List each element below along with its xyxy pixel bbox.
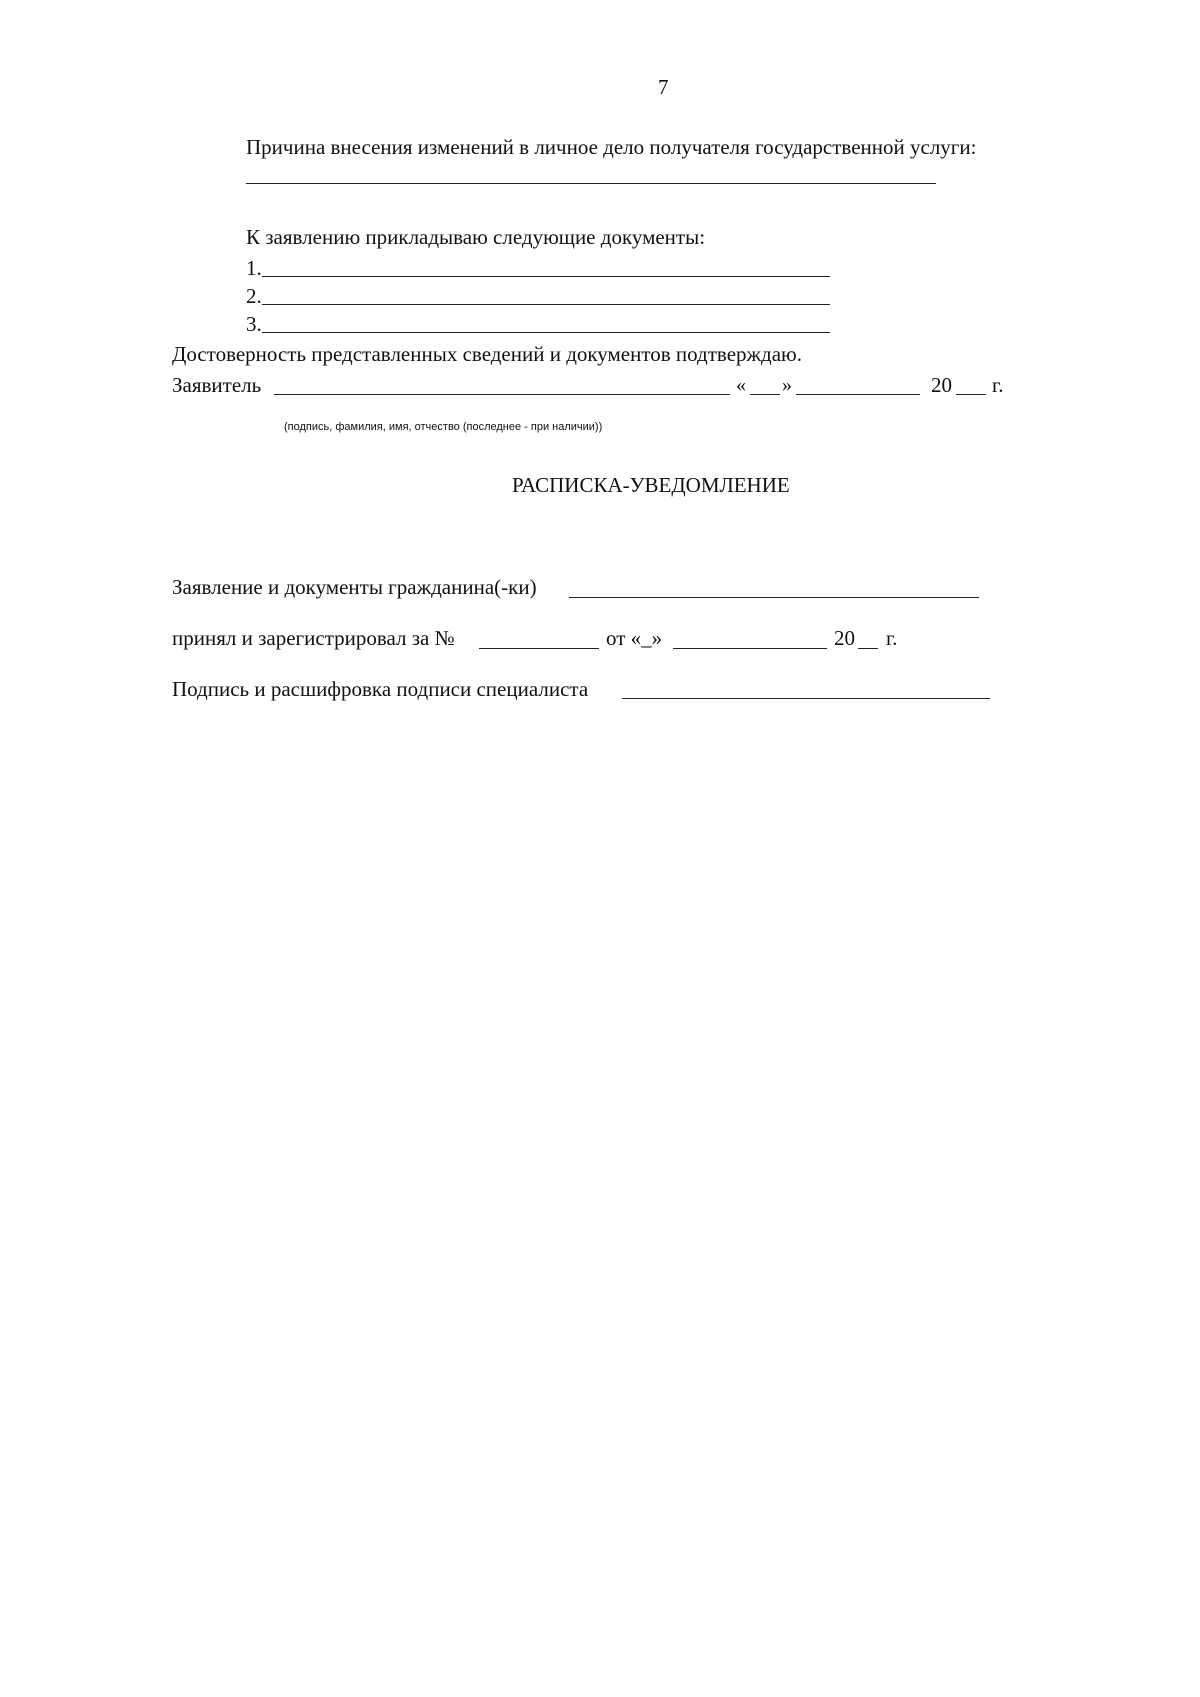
- date-quote-open: «: [736, 374, 746, 396]
- registration-year-prefix: 20: [834, 626, 855, 650]
- attachment-number-1: 1.: [246, 256, 262, 280]
- year-suffix-line[interactable]: [956, 394, 986, 395]
- specialist-signature-line[interactable]: [622, 698, 990, 699]
- signature-caption: (подпись, фамилия, имя, отчество (последнее - при наличии)): [284, 421, 603, 433]
- attachment-field-line-3[interactable]: [262, 332, 830, 333]
- attachment-number-2: 2.: [246, 284, 262, 308]
- attachment-field-line-1[interactable]: [262, 276, 830, 277]
- date-day-line[interactable]: [750, 394, 780, 395]
- date-month-line[interactable]: [796, 394, 920, 395]
- confirmation-text: Достоверность представленных сведений и документов подтверждаю.: [172, 342, 802, 366]
- registration-from-label: от «_»: [606, 626, 663, 650]
- attachment-number-3: 3.: [246, 312, 262, 336]
- applicant-signature-line[interactable]: [274, 394, 730, 395]
- specialist-signature-label: Подпись и расшифровка подписи специалиста: [172, 677, 589, 701]
- registered-label: принял и зарегистрировал за №: [172, 626, 455, 650]
- applicant-label: Заявитель: [172, 373, 262, 397]
- registration-year-suffix: г.: [886, 626, 898, 650]
- attachments-heading: К заявлению прикладываю следующие документы:: [246, 225, 706, 249]
- date-quote-close: »: [782, 374, 792, 396]
- reason-field-line[interactable]: [246, 183, 936, 184]
- year-suffix: г.: [992, 373, 1004, 397]
- receipt-title: РАСПИСКА-УВЕДОМЛЕНИЕ: [512, 473, 790, 497]
- reason-label: Причина внесения изменений в личное дело получателя государственной услуги:: [246, 135, 977, 159]
- registration-month-line[interactable]: [673, 648, 827, 649]
- attachment-field-line-2[interactable]: [262, 304, 830, 305]
- registration-year-line[interactable]: [858, 648, 878, 649]
- year-prefix: 20: [931, 373, 952, 397]
- page-number: 7: [658, 75, 669, 99]
- citizen-name-line[interactable]: [569, 597, 979, 598]
- receipt-documents-label: Заявление и документы гражданина(-ки): [172, 575, 537, 599]
- registration-number-line[interactable]: [479, 648, 599, 649]
